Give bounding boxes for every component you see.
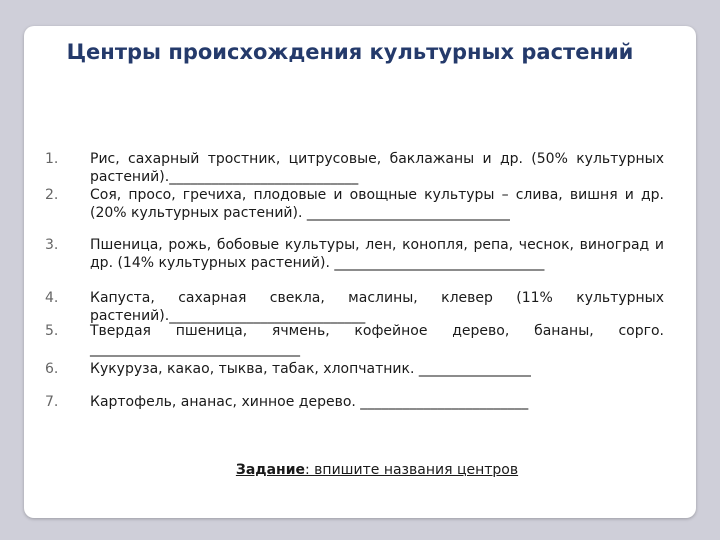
list-item-1: Рис, сахарный тростник, цитрусовые, баклажаны и др. (50% культурных растений).___________________________	[90, 151, 664, 185]
task-label: Задание	[235, 462, 306, 478]
item-number-1: 1.	[45, 151, 59, 167]
list-item-6: Кукуруза, какао, тыква, табак, хлопчатник. ________________	[90, 361, 531, 377]
item-number-5: 5.	[45, 323, 59, 339]
item-number-2: 2.	[45, 187, 59, 203]
task-caption	[90, 462, 664, 478]
task-text: : впишите названия центров	[305, 462, 519, 478]
slide-card	[24, 26, 696, 518]
list-item-4: Капуста, сахарная свекла, маслины, клевер (11% культурных растений).____________________________	[90, 290, 664, 324]
list-item-2: Соя, просо, гречиха, плодовые и овощные культуры – слива, вишня и др. (20% культурных растений). _____________________________	[90, 187, 664, 221]
page-title: Центры происхождения культурных растений	[66, 40, 634, 64]
item-number-7: 7.	[45, 394, 59, 410]
list-item-7: Картофель, ананас, хинное дерево. ________________________	[90, 394, 529, 410]
item-number-4: 4.	[45, 290, 59, 306]
item-number-3: 3.	[45, 237, 59, 253]
list-item-5: Твердая пшеница, ячмень, кофейное дерево, бананы, сорго. ______________________________	[90, 323, 664, 357]
list-item-3: Пшеница, рожь, бобовые культуры, лен, конопля, репа, чеснок, виноград и др. (14% культурных растений). ______________________________	[90, 237, 664, 271]
item-number-6: 6.	[45, 361, 59, 377]
